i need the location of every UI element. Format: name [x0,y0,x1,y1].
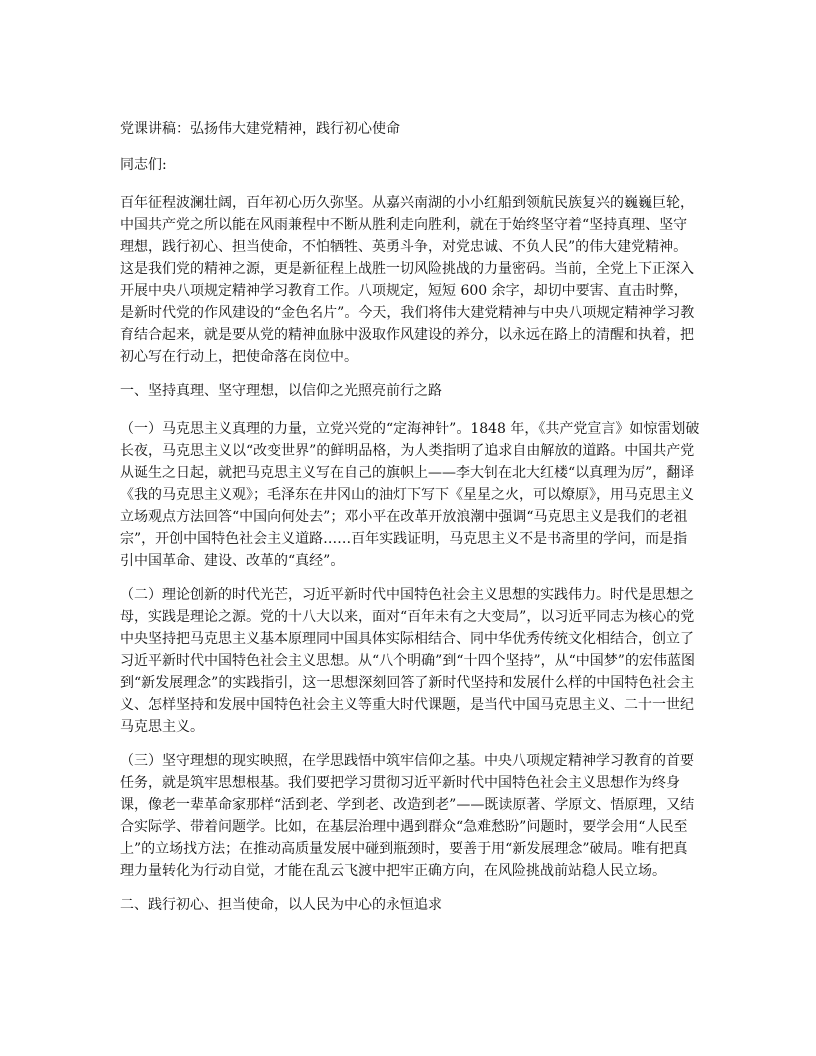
document-title: 党课讲稿：弘扬伟大建党精神，践行初心使命 [120,121,400,137]
document-page [120,118,700,932]
section1-paragraph-2: （二）理论创新的时代光芒，习近平新时代中国特色社会主义思想的实践伟力。时代是思想之母，实践是理论之源。党的十八大以来，面对“百年未有之大变局”，以习近平同志为核心的党中央坚持把马克思主义基本原理同中国具体实际相结合、同中华优秀传统文化相结合，创立了习近平新时代中国特色社会主义思想。从“八个明确”到“十四个坚持”，从“中国梦”的宏伟蓝图到“新发展理念”的实践指引，这一思想深刻回答了新时代坚持和发展什么样的中国特色社会主义、怎样坚持和发展中国特色社会主义等重大时代课题，是当代中国马克思主义、二十一世纪马克思主义。 [120,587,695,735]
salutation: 同志们: [120,157,167,173]
section1-paragraph-1: （一）马克思主义真理的力量，立党兴党的“定海神针”。1848 年，《共产党宣言》如惊雷划破长夜，马克思主义以“改变世界”的鲜明品格，为人类指明了追求自由解放的道路。中国共产党从诞生之日起，就把马克思主义写在自己的旗帜上——李大钊在北大红楼“以真理为厉”，翻译《我的马克思主义观》；毛泽东在井冈山的油灯下写下《星星之火，可以燎原》，用马克思主义立场观点方法回答“中国向何处去”；邓小平在改革开放浪潮中强调“马克思主义是我们的老祖宗”，开创中国特色社会主义道路……百年实践证明，马克思主义不是书斋里的学问，而是指引中国革命、建设、改革的“真经”。 [120,421,700,569]
section-heading-1: 一、坚持真理、坚守理想，以信仰之光照亮前行之路 [120,383,442,399]
section-heading-2: 二、践行初心、担当使命，以人民为中心的永恒追求 [120,897,442,913]
intro-paragraph: 百年征程波澜壮阔，百年初心历久弥坚。从嘉兴南湖的小小红船到领航民族复兴的巍巍巨轮，中国共产党之所以能在风雨兼程中不断从胜利走向胜利，就在于始终坚守着“坚持真理、坚守理想，践行初心、担当使命，不怕牺牲、英勇斗争，对党忠诚、不负人民”的伟大建党精神。这是我们党的精神之源，更是新征程上战胜一切风险挑战的力量密码。当前，全党上下正深入开展中央八项规定精神学习教育工作。八项规定，短短 600 余字，却切中要害、直击时弊，是新时代党的作风建设的“金色名片”。今天，我们将伟大建党精神与中央八项规定精神学习教育结合起来，就是要从党的精神血脉中汲取作风建设的养分，以永远在路上的清醒和执着，把初心写在行动上，把使命落在岗位中。 [120,195,695,365]
section1-paragraph-3: （三）坚守理想的现实映照，在学思践悟中筑牢信仰之基。中央八项规定精神学习教育的首要任务，就是筑牢思想根基。我们要把学习贯彻习近平新时代中国特色社会主义思想作为终身课，像老一辈革命家那样“活到老、学到老、改造到老”——既读原著、学原文、悟原理，又结合实际学、带着问题学。比如，在基层治理中遇到群众“急难愁盼”问题时，要学会用“人民至上”的立场找方法；在推动高质量发展中碰到瓶颈时，要善于用“新发展理念”破局。唯有把真理力量转化为行动自觉，才能在乱云飞渡中把牢正确方向，在风险挑战前站稳人民立场。 [120,753,695,879]
